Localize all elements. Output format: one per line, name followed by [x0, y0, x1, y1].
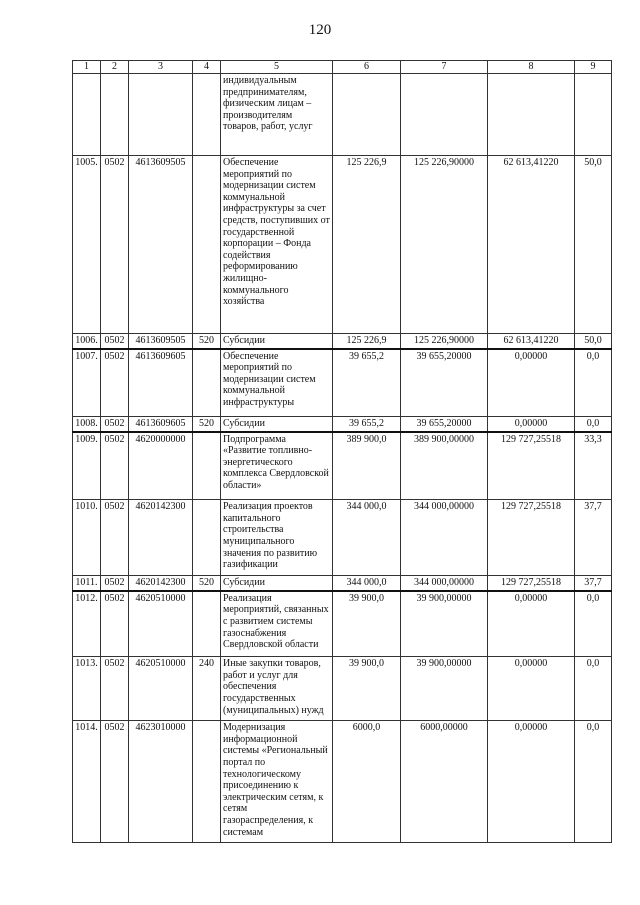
section-code: 0502	[101, 500, 129, 576]
section-code: 0502	[101, 417, 129, 432]
table-row	[73, 156, 612, 334]
value-col9: 37,7	[575, 500, 612, 576]
table-row	[73, 74, 612, 156]
value-col9: 0,0	[575, 721, 612, 843]
section-code: 0502	[101, 156, 129, 334]
column-header: 7	[401, 61, 488, 74]
column-header: 9	[575, 61, 612, 74]
item-name: Иные закупки товаров, работ и услуг для обеспечения государственных (муниципальных) нужд	[221, 657, 333, 721]
expense-type: 520	[193, 576, 221, 591]
value-col8: 0,00000	[488, 349, 575, 417]
value-col7: 6000,00000	[401, 721, 488, 843]
value-col8: 62 613,41220	[488, 156, 575, 334]
value-col9: 50,0	[575, 156, 612, 334]
target-code: 4620000000	[129, 432, 193, 500]
value-col8	[488, 74, 575, 156]
row-number: 1005.	[73, 156, 101, 334]
row-number: 1012.	[73, 591, 101, 657]
expense-type	[193, 500, 221, 576]
section-code: 0502	[101, 334, 129, 349]
section-code: 0502	[101, 432, 129, 500]
column-header: 8	[488, 61, 575, 74]
value-col6	[333, 74, 401, 156]
value-col9: 0,0	[575, 417, 612, 432]
section-code	[101, 74, 129, 156]
table-row	[73, 500, 612, 576]
expense-type	[193, 432, 221, 500]
target-code: 4620510000	[129, 657, 193, 721]
row-number: 1007.	[73, 349, 101, 417]
value-col8: 62 613,41220	[488, 334, 575, 349]
row-number: 1010.	[73, 500, 101, 576]
item-name: Реализация проектов капитального строительства муниципального значения по развитию газификации	[221, 500, 333, 576]
value-col9	[575, 74, 612, 156]
value-col8: 129 727,25518	[488, 432, 575, 500]
value-col7: 39 655,20000	[401, 349, 488, 417]
target-code	[129, 74, 193, 156]
header-row	[73, 61, 612, 74]
table-row	[73, 349, 612, 417]
value-col6: 344 000,0	[333, 500, 401, 576]
section-code: 0502	[101, 721, 129, 843]
expense-type	[193, 591, 221, 657]
section-code: 0502	[101, 349, 129, 417]
page-number: 120	[308, 22, 332, 38]
expense-type	[193, 349, 221, 417]
item-name: Модернизация информационной системы «Региональный портал по технологическому присоединению к электрическим сетям, к сетям газораспределения, к системам	[221, 721, 333, 843]
row-number	[73, 74, 101, 156]
item-name: Подпрограмма «Развитие топливно-энергетического комплекса Свердловской области»	[221, 432, 333, 500]
table-row	[73, 591, 612, 657]
value-col7: 125 226,90000	[401, 156, 488, 334]
value-col6: 39 900,0	[333, 591, 401, 657]
expense-type: 240	[193, 657, 221, 721]
item-name: Обеспечение мероприятий по модернизации систем коммунальной инфраструктуры за счет средств, поступивших от государственной корпорации – Фонда содействия реформированию жилищно-коммунального хозяйства	[221, 156, 333, 334]
expense-type: 520	[193, 334, 221, 349]
item-name: Субсидии	[221, 417, 333, 432]
target-code: 4613609505	[129, 334, 193, 349]
row-number: 1013.	[73, 657, 101, 721]
value-col6: 6000,0	[333, 721, 401, 843]
value-col9: 0,0	[575, 349, 612, 417]
table-row	[73, 657, 612, 721]
value-col8: 0,00000	[488, 417, 575, 432]
target-code: 4613609605	[129, 349, 193, 417]
value-col8: 0,00000	[488, 721, 575, 843]
value-col6: 125 226,9	[333, 334, 401, 349]
table-row	[73, 334, 612, 349]
target-code: 4620510000	[129, 591, 193, 657]
value-col8: 129 727,25518	[488, 500, 575, 576]
section-code: 0502	[101, 576, 129, 591]
value-col9: 33,3	[575, 432, 612, 500]
column-header: 5	[221, 61, 333, 74]
item-name: Субсидии	[221, 334, 333, 349]
item-name: индивидуальным предпринимателям, физическим лицам – производителям товаров, работ, услуг	[221, 74, 333, 156]
column-header: 6	[333, 61, 401, 74]
item-name: Обеспечение мероприятий по модернизации систем коммунальной инфраструктуры	[221, 349, 333, 417]
expense-type	[193, 721, 221, 843]
row-number: 1006.	[73, 334, 101, 349]
column-header: 3	[129, 61, 193, 74]
value-col6: 389 900,0	[333, 432, 401, 500]
value-col7: 39 900,00000	[401, 657, 488, 721]
value-col7: 344 000,00000	[401, 576, 488, 591]
target-code: 4613609605	[129, 417, 193, 432]
column-header: 2	[101, 61, 129, 74]
value-col7: 39 900,00000	[401, 591, 488, 657]
value-col8: 0,00000	[488, 591, 575, 657]
row-number: 1014.	[73, 721, 101, 843]
value-col6: 39 655,2	[333, 417, 401, 432]
target-code: 4623010000	[129, 721, 193, 843]
item-name: Субсидии	[221, 576, 333, 591]
target-code: 4620142300	[129, 500, 193, 576]
section-code: 0502	[101, 657, 129, 721]
value-col7: 125 226,90000	[401, 334, 488, 349]
expense-type	[193, 156, 221, 334]
section-code: 0502	[101, 591, 129, 657]
expense-type	[193, 74, 221, 156]
value-col7: 344 000,00000	[401, 500, 488, 576]
value-col6: 125 226,9	[333, 156, 401, 334]
value-col7	[401, 74, 488, 156]
row-number: 1009.	[73, 432, 101, 500]
item-name: Реализация мероприятий, связанных с развитием системы газоснабжения Свердловской области	[221, 591, 333, 657]
value-col6: 39 655,2	[333, 349, 401, 417]
table-row	[73, 432, 612, 500]
expense-type: 520	[193, 417, 221, 432]
value-col7: 389 900,00000	[401, 432, 488, 500]
value-col7: 39 655,20000	[401, 417, 488, 432]
row-number: 1011.	[73, 576, 101, 591]
value-col8: 0,00000	[488, 657, 575, 721]
budget-table	[72, 60, 612, 843]
target-code: 4613609505	[129, 156, 193, 334]
value-col9: 37,7	[575, 576, 612, 591]
row-number: 1008.	[73, 417, 101, 432]
value-col9: 50,0	[575, 334, 612, 349]
column-header: 4	[193, 61, 221, 74]
value-col9: 0,0	[575, 657, 612, 721]
value-col9: 0,0	[575, 591, 612, 657]
value-col6: 344 000,0	[333, 576, 401, 591]
target-code: 4620142300	[129, 576, 193, 591]
column-header: 1	[73, 61, 101, 74]
table-row	[73, 721, 612, 843]
value-col6: 39 900,0	[333, 657, 401, 721]
table-row	[73, 417, 612, 432]
table-row	[73, 576, 612, 591]
value-col8: 129 727,25518	[488, 576, 575, 591]
